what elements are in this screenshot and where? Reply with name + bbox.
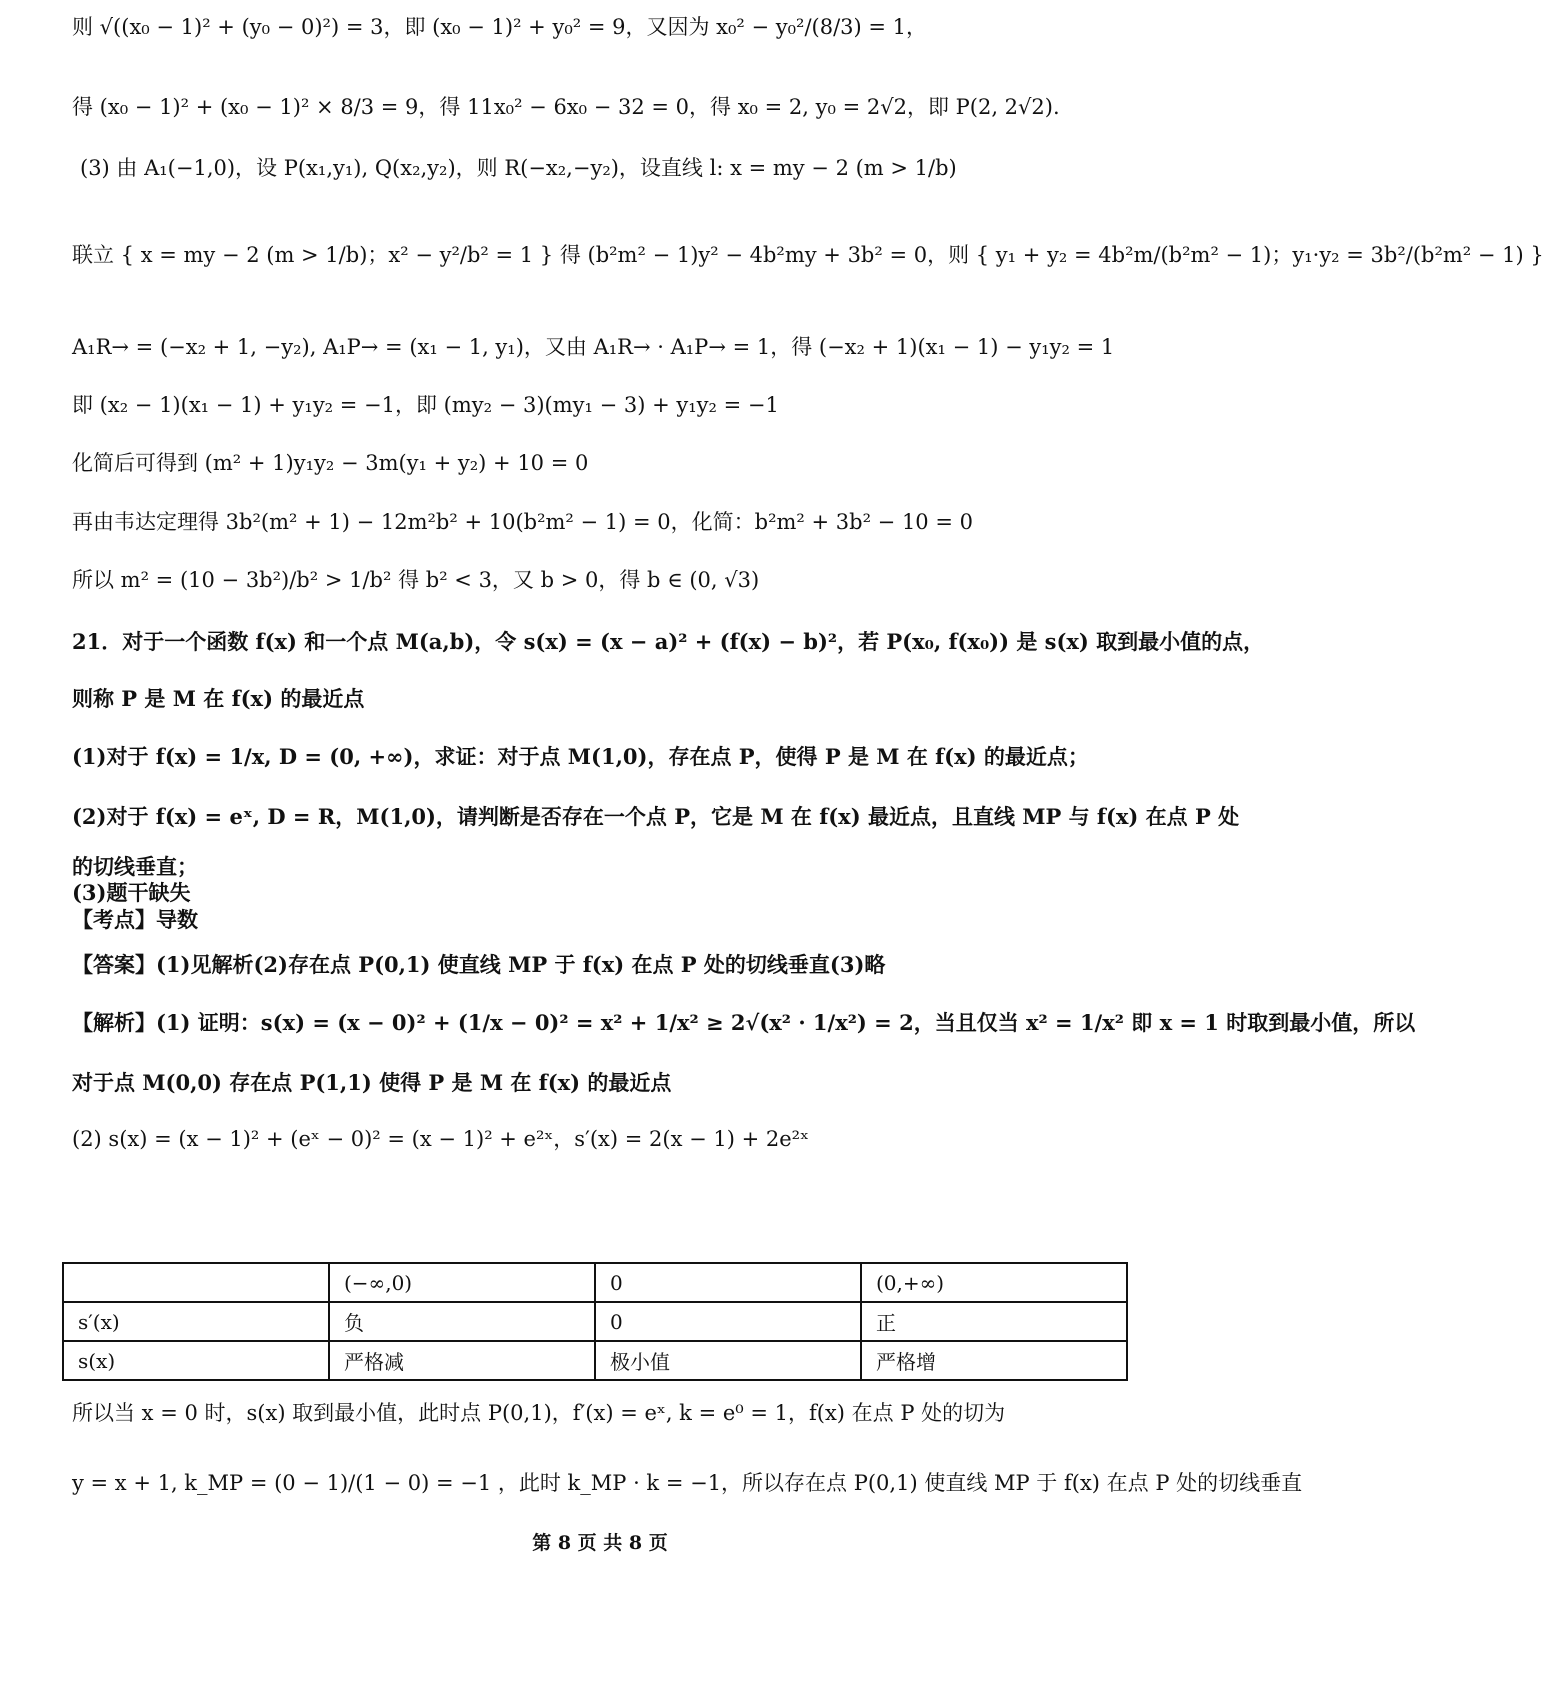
analysis-2: (2) s(x) = (x − 1)² + (eˣ − 0)² = (x − 1)² + e²ˣ，s′(x) = 2(x − 1) + 2e²ˣ: [72, 1127, 809, 1151]
table-cell: 0: [595, 1302, 861, 1341]
line-3: (3) 由 A₁(−1,0)，设 P(x₁,y₁), Q(x₂,y₂)，则 R(−x₂,−y₂)，设直线 l: x = my − 2 (m > 1/b): [80, 156, 957, 180]
problem-21-line-2: 则称 P 是 M 在 f(x) 的最近点: [72, 686, 365, 711]
variation-table: [62, 1262, 1128, 1381]
kaodian: 【考点】导数: [72, 907, 198, 932]
analysis-1: 【解析】(1) 证明：s(x) = (x − 0)² + (1/x − 0)² = x² + 1/x² ≥ 2√(x² · 1/x²) = 2，当且仅当 x² = 1/x² 即 x = 1 时取到最小值，所以: [72, 1010, 1416, 1035]
part-3: (3)题干缺失: [72, 880, 191, 905]
part-1: (1)对于 f(x) = 1/x, D = (0, +∞)，求证：对于点 M(1,0)，存在点 P，使得 P 是 M 在 f(x) 的最近点；: [72, 744, 1089, 769]
table-cell: 严格减: [329, 1341, 595, 1380]
line-4: 联立 { x = my − 2 (m > 1/b)；x² − y²/b² = 1 } 得 (b²m² − 1)y² − 4b²my + 3b² = 0，则 { y₁ + y₂ = 4b²m/(b²m² − 1)；y₁·y₂ = 3b²/(b²m² − 1) }: [72, 243, 1544, 267]
table-row: [63, 1263, 1127, 1302]
table-cell: (−∞,0): [329, 1263, 595, 1302]
table-cell: 0: [595, 1263, 861, 1302]
table-cell: [63, 1263, 329, 1302]
table-cell: 严格增: [861, 1341, 1127, 1380]
line-9: 所以 m² = (10 − 3b²)/b² > 1/b² 得 b² < 3，又 b > 0，得 b ∈ (0, √3): [72, 568, 760, 592]
conclusion-2: y = x + 1, k_MP = (0 − 1)/(1 − 0) = −1 ，此时 k_MP · k = −1，所以存在点 P(0,1) 使直线 MP 于 f(x) 在点 P 处的切线垂直: [72, 1471, 1303, 1495]
answer: 【答案】(1)见解析(2)存在点 P(0,1) 使直线 MP 于 f(x) 在点 P 处的切线垂直(3)略: [72, 952, 886, 977]
table-cell: (0,+∞): [861, 1263, 1127, 1302]
line-5: A₁R→ = (−x₂ + 1, −y₂), A₁P→ = (x₁ − 1, y₁)，又由 A₁R→ · A₁P→ = 1，得 (−x₂ + 1)(x₁ − 1) − y₁y₂ = 1: [72, 335, 1115, 359]
line-8: 再由韦达定理得 3b²(m² + 1) − 12m²b² + 10(b²m² − 1) = 0，化简：b²m² + 3b² − 10 = 0: [72, 510, 973, 534]
table-row: [63, 1341, 1127, 1380]
table-cell: 正: [861, 1302, 1127, 1341]
page-footer: 第 8 页 共 8 页: [532, 1532, 668, 1554]
table-cell: 极小值: [595, 1341, 861, 1380]
part-2: (2)对于 f(x) = eˣ, D = R，M(1,0)，请判断是否存在一个点 P，它是 M 在 f(x) 最近点，且直线 MP 与 f(x) 在点 P 处: [72, 804, 1240, 829]
table-cell: s′(x): [63, 1302, 329, 1341]
line-1: 则 √((x₀ − 1)² + (y₀ − 0)²) = 3，即 (x₀ − 1)² + y₀² = 9，又因为 x₀² − y₀²/(8/3) = 1，: [72, 15, 928, 39]
line-7: 化简后可得到 (m² + 1)y₁y₂ − 3m(y₁ + y₂) + 10 = 0: [72, 451, 589, 475]
line-6: 即 (x₂ − 1)(x₁ − 1) + y₁y₂ = −1，即 (my₂ − 3)(my₁ − 3) + y₁y₂ = −1: [72, 393, 779, 417]
table-cell: s(x): [63, 1341, 329, 1380]
part-2-cont: 的切线垂直；: [72, 854, 198, 879]
table-cell: 负: [329, 1302, 595, 1341]
analysis-1-cont: 对于点 M(0,0) 存在点 P(1,1) 使得 P 是 M 在 f(x) 的最近点: [72, 1070, 672, 1095]
conclusion-1: 所以当 x = 0 时，s(x) 取到最小值，此时点 P(0,1)，f′(x) = eˣ, k = e⁰ = 1，f(x) 在点 P 处的切为: [72, 1401, 1006, 1425]
problem-21-line: 21．对于一个函数 f(x) 和一个点 M(a,b)，令 s(x) = (x − a)² + (f(x) − b)²，若 P(x₀, f(x₀)) 是 s(x) 取到最小值的点，: [72, 629, 1265, 654]
line-2: 得 (x₀ − 1)² + (x₀ − 1)² × 8/3 = 9，得 11x₀² − 6x₀ − 32 = 0，得 x₀ = 2, y₀ = 2√2，即 P(2, 2√2).: [72, 95, 1060, 119]
table-row: [63, 1302, 1127, 1341]
